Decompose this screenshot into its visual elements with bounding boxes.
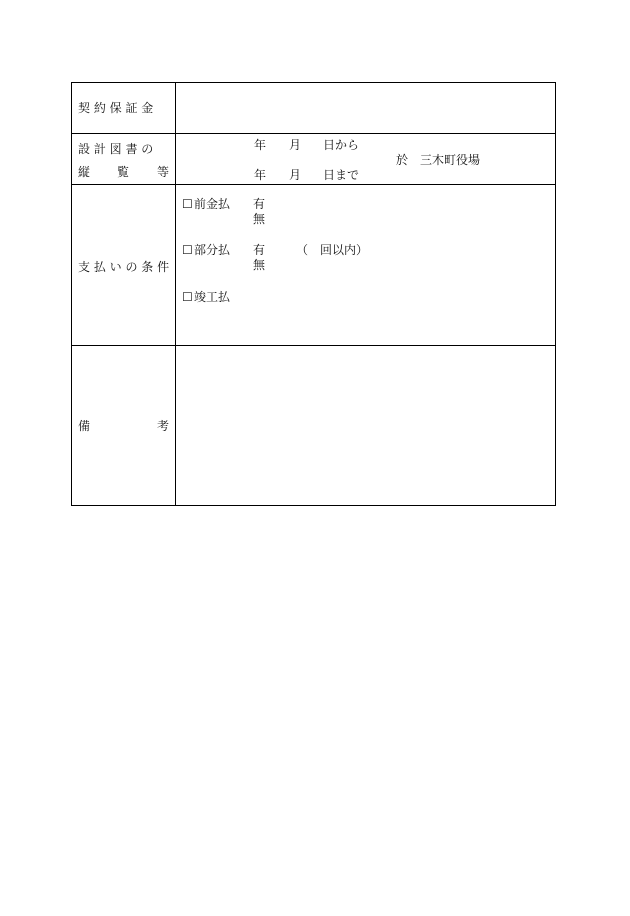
viewing-from-year: 年 bbox=[254, 138, 267, 152]
viewing-location-prefix: 於 bbox=[396, 153, 409, 167]
viewing-label-line2-c: 等 bbox=[157, 165, 170, 179]
row-divider-2 bbox=[71, 184, 556, 185]
remarks-label-b: 考 bbox=[157, 419, 170, 433]
partial-payment-yes: 有 bbox=[253, 243, 266, 257]
table-border-top bbox=[71, 82, 556, 83]
advance-payment-no: 無 bbox=[253, 212, 266, 226]
advance-payment-label: 前金払 bbox=[194, 197, 231, 211]
partial-payment-label: 部分払 bbox=[194, 243, 231, 257]
viewing-until-month: 月 bbox=[289, 168, 302, 182]
partial-payment-count-note: （ 回以内） bbox=[296, 243, 369, 257]
viewing-label-line1: 設 計 図 書 の bbox=[78, 142, 154, 156]
column-divider bbox=[175, 82, 176, 506]
row-divider-1 bbox=[71, 133, 556, 134]
viewing-until-year: 年 bbox=[254, 168, 267, 182]
advance-payment-checkbox[interactable]: ☐ bbox=[182, 197, 193, 211]
viewing-from-month: 月 bbox=[289, 138, 302, 152]
deposit-label: 契 約 保 証 金 bbox=[78, 101, 154, 115]
partial-payment-checkbox[interactable]: ☐ bbox=[182, 243, 193, 257]
advance-payment-yes: 有 bbox=[253, 197, 266, 211]
table-border-right bbox=[555, 82, 556, 506]
viewing-location: 三木町役場 bbox=[420, 153, 481, 167]
row-divider-3 bbox=[71, 345, 556, 346]
viewing-label-line2-b: 覧 bbox=[117, 165, 130, 179]
viewing-until-day: 日まで bbox=[323, 168, 360, 182]
remarks-label-a: 備 bbox=[78, 419, 91, 433]
table-border-bottom bbox=[71, 505, 556, 506]
viewing-label-line2-a: 縦 bbox=[78, 165, 91, 179]
table-border-left bbox=[71, 82, 72, 506]
completion-payment-label: 竣工払 bbox=[194, 290, 231, 304]
completion-payment-checkbox[interactable]: ☐ bbox=[182, 290, 193, 304]
partial-payment-no: 無 bbox=[253, 258, 266, 272]
viewing-from-day: 日から bbox=[323, 138, 360, 152]
payment-label: 支 払 い の 条 件 bbox=[78, 260, 170, 274]
